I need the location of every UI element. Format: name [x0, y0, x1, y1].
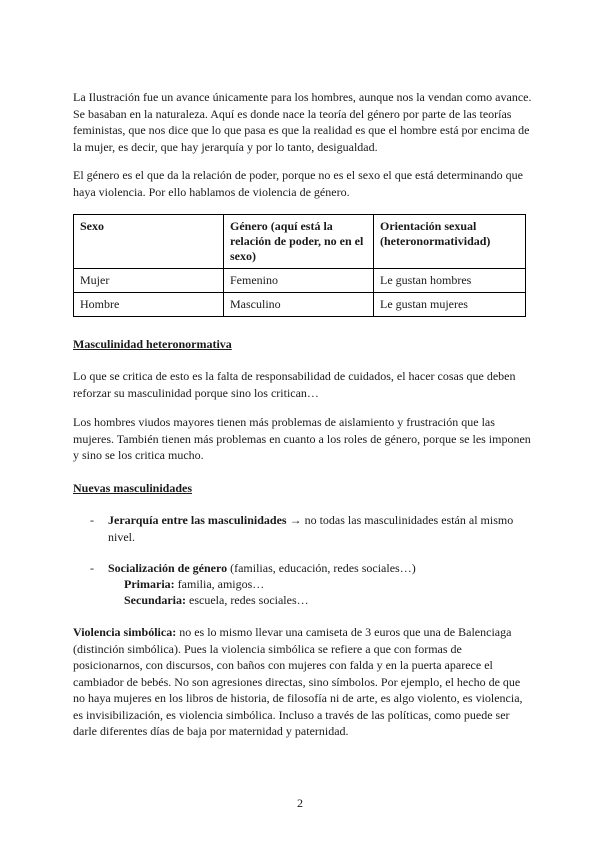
table-header-cell: Orientación sexual (heteronormatividad) [374, 215, 526, 269]
list-item-desc: (familias, educación, redes sociales…) [227, 561, 416, 575]
table-row [74, 269, 526, 293]
table-cell: Femenino [224, 269, 374, 293]
sublist-term: Primaria: [124, 577, 175, 591]
table-header-cell: Sexo [74, 215, 224, 269]
sublist-item-secundaria [124, 592, 309, 609]
table-cell: Masculino [224, 293, 374, 317]
list-dash: - [90, 561, 94, 575]
list-item-term: Socialización de género [108, 561, 228, 575]
sublist-desc: familia, amigos… [174, 577, 265, 591]
sublist-desc: escuela, redes sociales… [186, 593, 309, 607]
violencia-desc: no es lo mismo llevar una camiseta de 3 euros que una de Balenciaga (distinción simbólica). Pues la violencia simbólica se refiere a que con formas de posicionarnos, con discursos, con baños con mujeres con falda y en la puerta aparece el cambiador de bebés. No son agresiones directas, sino símbolos. Por ejemplo, el hecho de que no haya mujeres en los libros de historia, de filosofía ni de arte, es algo violento, es violencia, es invisibilización, es violencia simbólica. Incluso a través de las políticas, como puede ser darle diferentes días de baja por maternidad y paternidad. [73, 625, 523, 738]
sex-gender-table [73, 214, 526, 317]
paragraph-critica: Lo que se critica de esto es la falta de responsabilidad de cuidados, el hacer cosas que deben reforzar su masculinidad porque sino los critican… [73, 369, 516, 400]
table-header-row [74, 215, 526, 269]
paragraph-genero: El género es el que da la relación de poder, porque no es el sexo el que está determinando que haya violencia. Por ello hablamos de violencia de género. [73, 168, 524, 199]
list-item-desc: → no todas las masculinidades están al mismo nivel. [108, 513, 514, 544]
table-cell: Le gustan mujeres [374, 293, 526, 317]
section-heading-masculinidad: Masculinidad heteronormativa [73, 337, 232, 351]
table-cell: Hombre [74, 293, 224, 317]
section-heading-nuevas: Nuevas masculinidades [73, 481, 193, 495]
list-item [90, 512, 540, 546]
list-item [90, 560, 540, 577]
sublist-term: Secundaria: [124, 593, 187, 607]
page-number: 2 [297, 796, 303, 810]
list-item-text [108, 560, 528, 577]
paragraph-violencia-simbolica [73, 624, 533, 740]
list-item-text [108, 512, 528, 545]
table-header-cell: Género (aquí está la relación de poder, no en el sexo) [224, 215, 374, 269]
table-cell: Mujer [74, 269, 224, 293]
table-row [74, 293, 526, 317]
paragraph-ilustracion: La Ilustración fue un avance únicamente para los hombres, aunque nos la vendan como avance. Se basaban en la naturaleza. Aquí es donde nace la teoría del género por parte de las teorías feministas, que nos dice que lo que pasa es que la realidad es que el hombre está por encima de la mujer, es decir, que hay jerarquía y por lo tanto, desigualdad. [73, 90, 532, 154]
violencia-term: Violencia simbólica: [73, 625, 177, 639]
list-dash: - [90, 513, 94, 527]
list-item-term: Jerarquía entre las masculinidades [108, 513, 287, 527]
sublist-item-primaria [124, 576, 264, 593]
paragraph-viudos: Los hombres viudos mayores tienen más problemas de aislamiento y frustración que las mujeres. También tienen más problemas en cuanto a los roles de género, porque se les imponen y sino se los critica mucho. [73, 415, 531, 462]
table-cell: Le gustan hombres [374, 269, 526, 293]
